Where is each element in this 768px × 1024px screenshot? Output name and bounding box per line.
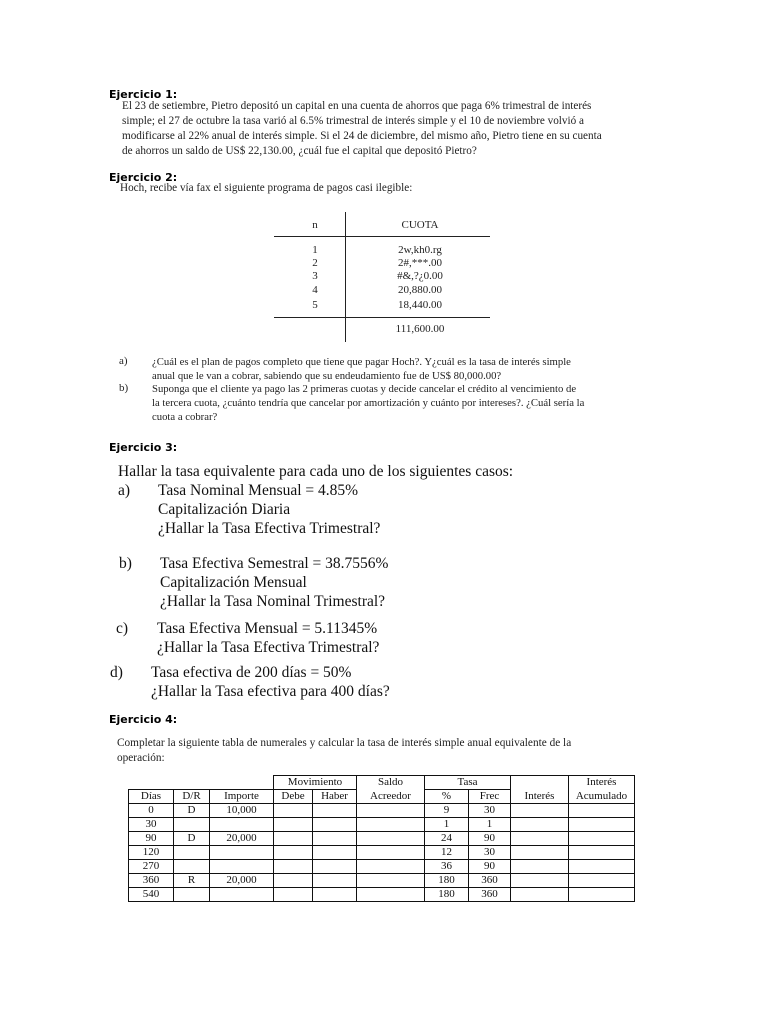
ex4-group-movimiento: Movimiento — [274, 776, 357, 790]
ex3-case-label: a) — [118, 482, 131, 499]
ex4-col-dr: D/R — [174, 790, 210, 804]
cell-pct: 180 — [425, 888, 469, 902]
cell-haber — [313, 874, 357, 888]
ex3-case-label: b) — [119, 555, 132, 572]
ex3-case-line: ¿Hallar la Tasa Efectiva Trimestral? — [158, 520, 381, 537]
ex2-row-cuota: 18,440.00 — [398, 299, 442, 311]
cell-interes — [511, 888, 569, 902]
ex3-case-line: Tasa Efectiva Mensual = 5.11345% — [157, 620, 378, 637]
cell-frec: 360 — [469, 874, 511, 888]
ex2-question-b — [152, 382, 682, 424]
cell-frec: 30 — [469, 846, 511, 860]
table-row — [129, 860, 635, 874]
cell-dr — [174, 818, 210, 832]
cell-pct: 12 — [425, 846, 469, 860]
cell-pct: 36 — [425, 860, 469, 874]
ex2-row-n: 5 — [312, 299, 318, 311]
ex2-question-line: cuota a cobrar? — [152, 411, 218, 423]
cell-importe — [210, 818, 274, 832]
ex3-case-line: Capitalización Diaria — [158, 501, 291, 518]
ex2-row-n: 2 — [312, 257, 318, 269]
ex4-col-pct: % — [425, 790, 469, 804]
ex2-row-cuota: #&,?¿0.00 — [397, 270, 443, 282]
ex4-group-tasa: Tasa — [425, 776, 511, 790]
cell-importe: 20,000 — [210, 874, 274, 888]
ex2-question-line: anual que le van a cobrar, sabiendo que su endeudamiento fue de US$ 80,000.00? — [152, 370, 502, 382]
cell-haber — [313, 832, 357, 846]
ex4-group-interes: Interés — [569, 776, 635, 790]
cell-dias: 270 — [129, 860, 174, 874]
cell-haber — [313, 888, 357, 902]
cell-dr: D — [174, 804, 210, 818]
ex3-case-d — [151, 663, 390, 701]
ex1-heading: Ejercicio 1: — [109, 88, 178, 101]
cell-acum — [569, 818, 635, 832]
cell-saldo — [357, 818, 425, 832]
ex4-col-frec: Frec — [469, 790, 511, 804]
ex2-header-rule — [274, 236, 490, 237]
cell-acum — [569, 888, 635, 902]
ex2-vertical-rule — [345, 212, 346, 342]
ex2-total-rule — [274, 317, 490, 318]
ex4-line: operación: — [117, 752, 165, 764]
table-row — [129, 804, 635, 818]
ex3-case-line: ¿Hallar la Tasa Efectiva Trimestral? — [157, 639, 380, 656]
cell-pct: 24 — [425, 832, 469, 846]
cell-dias: 540 — [129, 888, 174, 902]
ex3-case-line: Tasa efectiva de 200 días = 50% — [151, 664, 352, 681]
cell-dias: 90 — [129, 832, 174, 846]
ex2-row-cuota: 2w,kh0.rg — [398, 244, 442, 256]
ex2-question-line: ¿Cuál es el plan de pagos completo que tiene que pagar Hoch?. Y¿cuál es la tasa de interés simple — [152, 356, 571, 368]
ex4-heading: Ejercicio 4: — [109, 713, 178, 726]
ex3-intro: Hallar la tasa equivalente para cada uno de los siguientes casos: — [118, 463, 514, 480]
cell-interes — [511, 874, 569, 888]
cell-saldo — [357, 804, 425, 818]
ex2-row-cuota: 20,880.00 — [398, 284, 442, 296]
cell-interes — [511, 860, 569, 874]
ex3-case-line: Tasa Efectiva Semestral = 38.7556% — [160, 555, 389, 572]
cell-haber — [313, 804, 357, 818]
cell-dr: R — [174, 874, 210, 888]
ex2-col-n: n — [312, 219, 318, 231]
cell-frec: 30 — [469, 804, 511, 818]
ex3-case-b — [160, 554, 388, 611]
cell-dr — [174, 888, 210, 902]
cell-dr — [174, 846, 210, 860]
ex4-col-haber: Haber — [313, 790, 357, 804]
cell-importe — [210, 860, 274, 874]
cell-haber — [313, 860, 357, 874]
cell-acum — [569, 804, 635, 818]
cell-saldo — [357, 860, 425, 874]
ex4-col-debe: Debe — [274, 790, 313, 804]
cell-saldo — [357, 846, 425, 860]
ex1-line: simple; el 27 de octubre la tasa varió al 6.5% trimestral de interés simple y el 10 de noviembre volvió a — [122, 115, 584, 127]
ex3-case-a — [158, 481, 380, 538]
ex2-intro: Hoch, recibe vía fax el siguiente programa de pagos casi ilegible: — [120, 182, 413, 194]
cell-haber — [313, 846, 357, 860]
ex4-col-saldo: Acreedor — [357, 790, 425, 804]
ex4-col-importe: Importe — [210, 790, 274, 804]
ex1-line: de ahorros un saldo de US$ 22,130.00, ¿cuál fue el capital que depositó Pietro? — [122, 145, 477, 157]
cell-interes — [511, 804, 569, 818]
ex4-group-header-row — [129, 776, 635, 790]
ex2-row-n: 3 — [312, 270, 318, 282]
cell-debe — [274, 846, 313, 860]
cell-frec: 90 — [469, 860, 511, 874]
ex4-header-row — [129, 790, 635, 804]
ex2-question-label: a) — [119, 355, 128, 367]
ex4-group-saldo: Saldo — [357, 776, 425, 790]
cell-acum — [569, 860, 635, 874]
table-row — [129, 832, 635, 846]
cell-debe — [274, 888, 313, 902]
ex3-case-c — [157, 619, 379, 657]
cell-frec: 1 — [469, 818, 511, 832]
cell-frec: 360 — [469, 888, 511, 902]
cell-dr — [174, 860, 210, 874]
cell-importe: 20,000 — [210, 832, 274, 846]
ex3-case-line: Capitalización Mensual — [160, 574, 307, 591]
ex1-paragraph — [122, 99, 652, 159]
cell-debe — [274, 818, 313, 832]
cell-dias: 30 — [129, 818, 174, 832]
ex4-paragraph — [117, 736, 647, 766]
table-row — [129, 818, 635, 832]
ex3-case-label: d) — [110, 664, 123, 681]
cell-importe — [210, 888, 274, 902]
cell-pct: 180 — [425, 874, 469, 888]
ex2-row-cuota: 2#,***.00 — [398, 257, 442, 269]
cell-saldo — [357, 874, 425, 888]
ex1-line: El 23 de setiembre, Pietro depositó un capital en una cuenta de ahorros que paga 6% trimestral de interés — [122, 100, 592, 112]
ex3-case-line: ¿Hallar la Tasa efectiva para 400 días? — [151, 683, 390, 700]
cell-debe — [274, 832, 313, 846]
cell-dias: 360 — [129, 874, 174, 888]
cell-interes — [511, 846, 569, 860]
ex1-line: modificarse al 22% anual de interés simple. Si el 24 de diciembre, del mismo año, Pietro tiene en su cuenta — [122, 130, 602, 142]
table-row — [129, 846, 635, 860]
ex4-col-dias: Días — [129, 790, 174, 804]
ex2-heading: Ejercicio 2: — [109, 171, 178, 184]
ex4-line: Completar la siguiente tabla de numerales y calcular la tasa de interés simple anual equivalente de la — [117, 737, 572, 749]
cell-acum — [569, 846, 635, 860]
table-row — [129, 874, 635, 888]
cell-acum — [569, 874, 635, 888]
cell-dr: D — [174, 832, 210, 846]
ex3-case-line: Tasa Nominal Mensual = 4.85% — [158, 482, 359, 499]
ex2-question-line: Suponga que el cliente ya pago las 2 primeras cuotas y decide cancelar el crédito al vencimiento de — [152, 383, 577, 395]
ex2-row-n: 4 — [312, 284, 318, 296]
cell-debe — [274, 860, 313, 874]
cell-importe: 10,000 — [210, 804, 274, 818]
cell-saldo — [357, 832, 425, 846]
table-row — [129, 888, 635, 902]
cell-pct: 9 — [425, 804, 469, 818]
cell-interes — [511, 832, 569, 846]
cell-debe — [274, 804, 313, 818]
ex3-case-label: c) — [116, 620, 129, 637]
cell-pct: 1 — [425, 818, 469, 832]
cell-dias: 0 — [129, 804, 174, 818]
cell-acum — [569, 832, 635, 846]
ex2-total: 111,600.00 — [395, 323, 445, 335]
ex2-col-cuota: CUOTA — [401, 219, 439, 231]
cell-interes — [511, 818, 569, 832]
ex4-col-interes: Interés — [511, 790, 569, 804]
cell-frec: 90 — [469, 832, 511, 846]
ex2-question-label: b) — [119, 382, 129, 394]
cell-haber — [313, 818, 357, 832]
cell-dias: 120 — [129, 846, 174, 860]
ex4-numerales-table — [128, 775, 635, 902]
ex2-question-a — [152, 355, 682, 383]
ex2-question-line: la tercera cuota, ¿cuánto tendría que cancelar por amortización y cuánto por intereses?. ¿Cuál sería la — [152, 397, 585, 409]
cell-importe — [210, 846, 274, 860]
ex2-row-n: 1 — [312, 244, 318, 256]
cell-debe — [274, 874, 313, 888]
ex3-case-line: ¿Hallar la Tasa Nominal Trimestral? — [160, 593, 386, 610]
ex3-heading: Ejercicio 3: — [109, 441, 178, 454]
ex4-col-acum: Acumulado — [569, 790, 635, 804]
cell-saldo — [357, 888, 425, 902]
